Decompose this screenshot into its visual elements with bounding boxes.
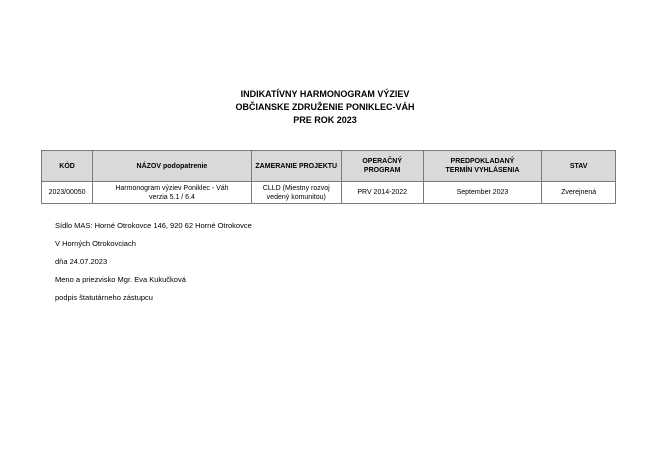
header-predpokladany-line1: PREDPOKLADANÝ [450,158,515,165]
header-nazov: NÁZOV podopatrenie [93,151,252,182]
footer-miesto: V Horných Otrokovciach [55,239,136,248]
header-operacny-program [341,151,423,182]
cell-zameranie-line1: CLLD (Miestny rozvoj [262,184,330,192]
cell-kod: 2023/00050 [42,182,93,204]
header-predpokladany-line2: TERMÍN VYHLÁSENIA [445,167,520,174]
cell-termin: September 2023 [423,182,542,204]
header-operacny-line1: OPERAČNÝ [362,158,403,165]
cell-zameranie-line2: vedený komunitou) [266,193,326,201]
cell-nazov [93,182,252,204]
footer-podpis: podpis štatutárneho zástupcu [55,293,153,302]
header-stav: STAV [542,151,616,182]
document-title [0,88,650,127]
footer-datum: dňa 24.07.2023 [55,257,108,266]
footer-block [55,221,252,311]
harmonogram-table [41,150,616,204]
cell-nazov-line1: Harmonogram výziev Poniklec - Váh [115,184,229,192]
cell-stav: Zverejnená [542,182,616,204]
title-line-3: PRE ROK 2023 [293,115,357,125]
cell-program: PRV 2014-2022 [341,182,423,204]
title-line-1: INDIKATÍVNY HARMONOGRAM VÝZIEV [240,89,410,99]
footer-meno: Meno a priezvisko Mgr. Eva Kukučková [55,275,186,284]
header-predpokladany-termin [423,151,542,182]
header-operacny-line2: PROGRAM [363,167,401,174]
header-kod: KÓD [42,151,93,182]
table-row [42,182,616,204]
footer-sidlo: Sídlo MAS: Horné Otrokovce 146, 920 62 Horné Otrokovce [55,221,252,230]
header-zameranie: ZAMERANIE PROJEKTU [251,151,341,182]
cell-zameranie [251,182,341,204]
table-header-row [42,151,616,182]
cell-nazov-line2: verzia 5.1 / 6.4 [148,193,195,201]
title-line-2: OBČIANSKE ZDRUŽENIE PONIKLEC-VÁH [235,102,415,112]
